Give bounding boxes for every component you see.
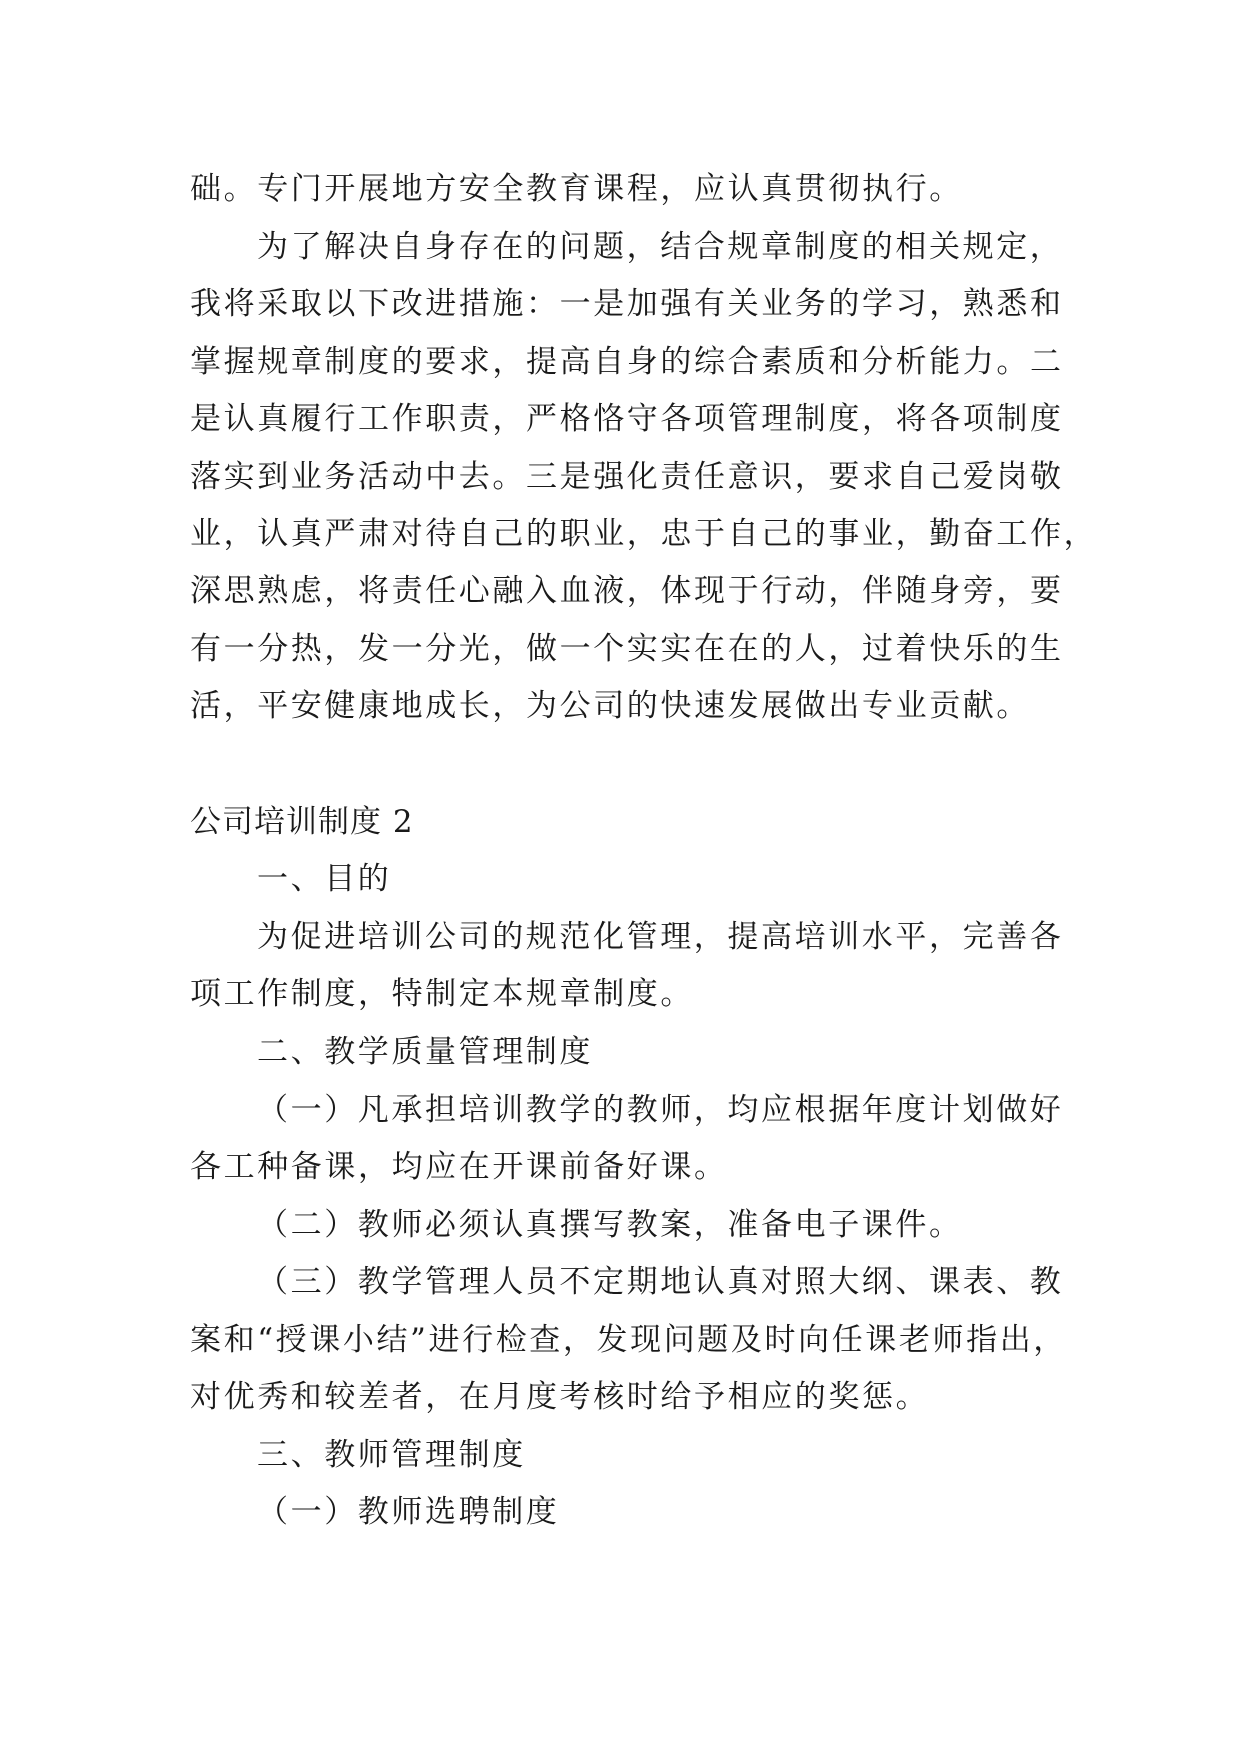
paragraph-line: 案和“授课小结”进行检查，发现问题及时向任课老师指出， <box>190 1322 1067 1358</box>
paragraph-line: 掌握规章制度的要求，提高自身的综合素质和分析能力。二 <box>190 344 1064 380</box>
paragraph-line: 各工种备课，均应在开课前备好课。 <box>190 1149 728 1185</box>
paragraph-line: （二）教师必须认真撰写教案，准备电子课件。 <box>257 1207 963 1243</box>
section-heading: 二、教学质量管理制度 <box>257 1034 593 1070</box>
paragraph-line: 有一分热，发一分光，做一个实实在在的人，过着快乐的生 <box>190 631 1064 667</box>
section-title: 公司培训制度 2 <box>190 804 414 840</box>
paragraph-line: 为了解决自身存在的问题，结合规章制度的相关规定， <box>257 229 1064 265</box>
paragraph-line: 项工作制度，特制定本规章制度。 <box>190 976 694 1012</box>
section-heading: 一、目的 <box>257 861 392 897</box>
paragraph-line: 础。专门开展地方安全教育课程，应认真贯彻执行。 <box>190 171 963 207</box>
paragraph-line: 是认真履行工作职责，严格恪守各项管理制度，将各项制度 <box>190 401 1064 437</box>
subsection-heading: （一）教师选聘制度 <box>257 1494 560 1530</box>
paragraph-line: 对优秀和较差者，在月度考核时给予相应的奖惩。 <box>190 1379 930 1415</box>
section-heading: 三、教师管理制度 <box>257 1437 526 1473</box>
paragraph-line: 为促进培训公司的规范化管理，提高培训水平，完善各 <box>257 919 1064 955</box>
paragraph-line: 业，认真严肃对待自己的职业，忠于自己的事业，勤奋工作， <box>190 516 1098 552</box>
paragraph-line: 活，平安健康地成长，为公司的快速发展做出专业贡献。 <box>190 688 1030 724</box>
paragraph-line: 落实到业务活动中去。三是强化责任意识，要求自己爱岗敬 <box>190 459 1064 495</box>
paragraph-line: 我将采取以下改进措施：一是加强有关业务的学习，熟悉和 <box>190 286 1064 322</box>
paragraph-line: （一）凡承担培训教学的教师，均应根据年度计划做好 <box>257 1092 1064 1128</box>
paragraph-line: 深思熟虑，将责任心融入血液，体现于行动，伴随身旁，要 <box>190 573 1064 609</box>
paragraph-line: （三）教学管理人员不定期地认真对照大纲、课表、教 <box>257 1264 1064 1300</box>
